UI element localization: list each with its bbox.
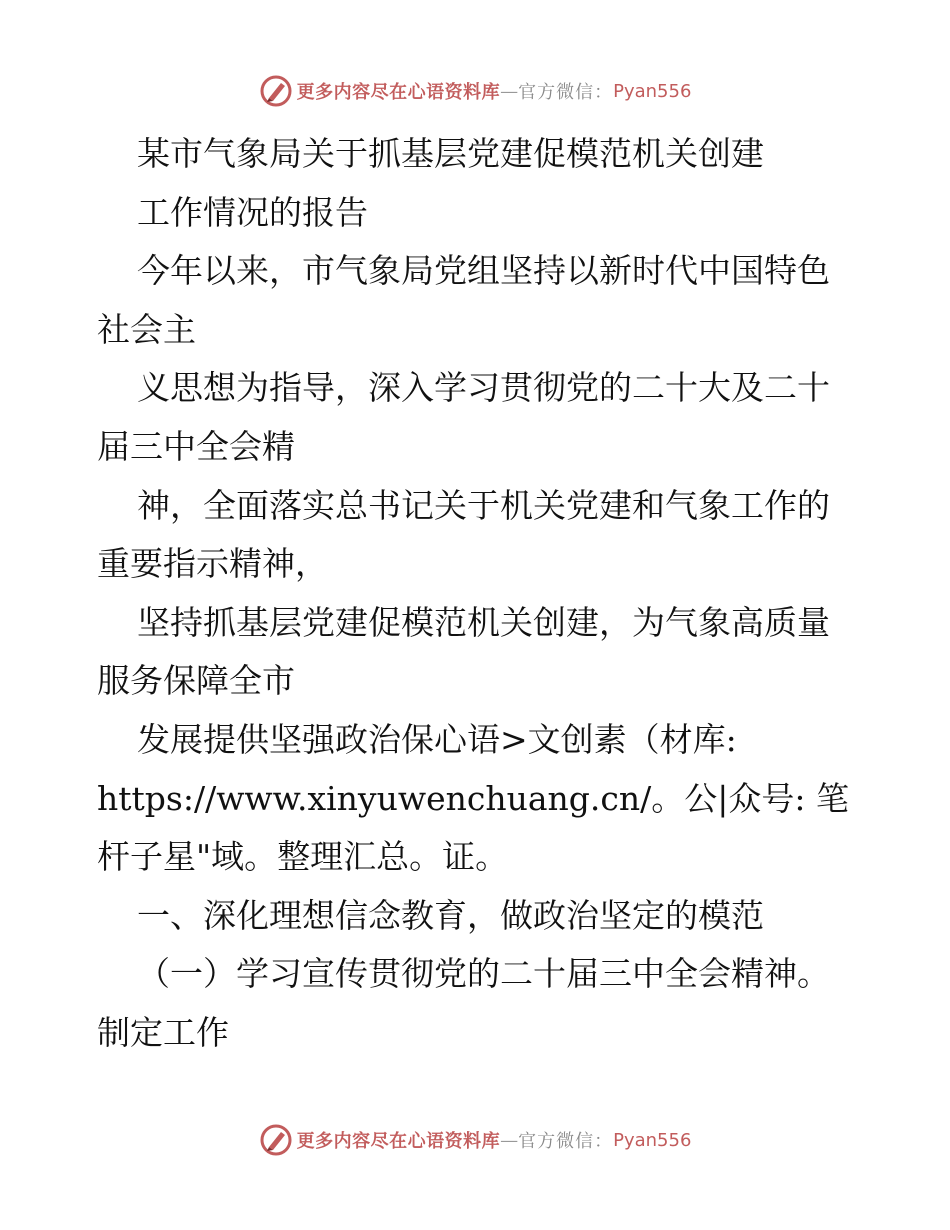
banner-wechat-id: Pyan556 [613,80,692,102]
paragraph-line: 发展提供坚强政治保心语>文创素（材库: [137,719,737,759]
paragraph-lines [97,242,867,1062]
paragraph-line: （一）学习宣传贯彻党的二十届三中全会精神。 [137,954,830,994]
banner-wechat-id: Pyan556 [613,1129,692,1151]
paragraph-line: 重要指示精神， [97,544,328,584]
paragraph-line: 制定工作 [97,1012,229,1052]
paragraph-line: 杆子星"域。整理汇总。证。 [97,837,509,877]
paragraph-line: https://www.xinyuwenchuang.cn/。公|众号: 笔 [97,778,849,818]
paragraph-line: 坚持抓基层党建促模范机关创建，为气象高质量 [137,602,830,642]
pen-logo-icon [259,74,293,108]
paragraph-line: 社会主 [97,309,196,349]
paragraph-line: 届三中全会精 [97,426,295,466]
paragraph-line: 义思想为指导，深入学习贯彻党的二十大及二十 [137,368,830,408]
paragraph-line: 一、深化理想信念教育，做政治坚定的模范 [137,895,764,935]
banner-wechat-label: 官方微信： [518,1131,614,1152]
banner-dash: — [500,1129,519,1151]
banner-wechat-label: 官方微信： [518,82,614,103]
pen-logo-icon [259,1123,293,1157]
banner-dash: — [500,80,519,102]
header-banner [0,71,950,111]
banner-text: 更多内容尽在心语资料库 [296,82,501,103]
paragraph-line: 神，全面落实总书记关于机关党建和气象工作的 [137,485,830,525]
doc-title-line-1: 某市气象局关于抓基层党建促模范机关创建 [137,134,764,173]
doc-title-line-2: 工作情况的报告 [137,192,368,232]
banner-text: 更多内容尽在心语资料库 [296,1131,501,1152]
paragraph-line: 今年以来，市气象局党组坚持以新时代中国特色 [137,251,830,291]
document-body [97,125,867,1063]
footer-banner [0,1120,950,1160]
paragraph-line: 服务保障全市 [97,661,295,701]
